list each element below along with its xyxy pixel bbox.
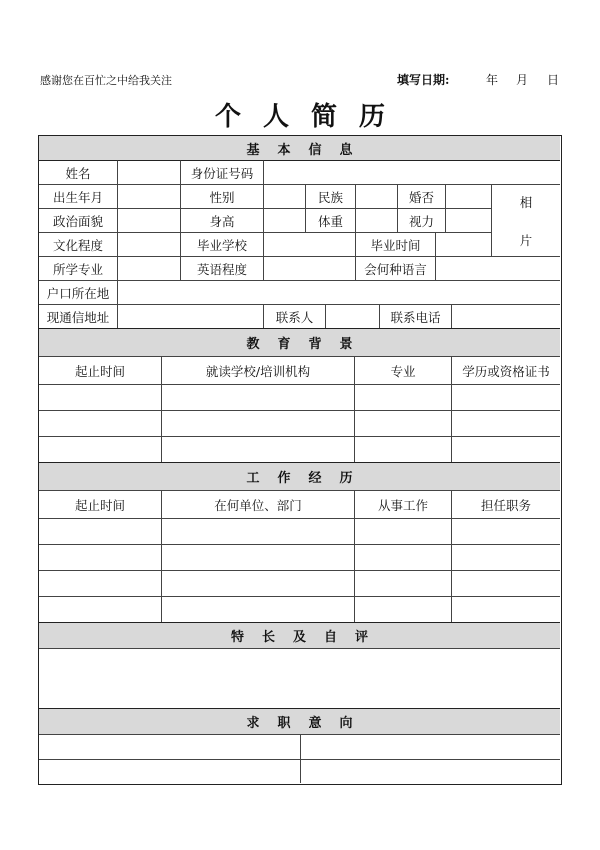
label-id-number: 身份证号码 xyxy=(180,160,263,184)
label-contact-phone: 联系电话 xyxy=(379,304,451,328)
day-label: 日 xyxy=(547,73,560,87)
edu-cell[interactable] xyxy=(39,384,161,410)
work-cell[interactable] xyxy=(354,518,451,544)
edu-col-major: 专业 xyxy=(354,356,451,384)
label-political: 政治面貌 xyxy=(39,208,117,232)
field-hukou[interactable] xyxy=(117,280,560,304)
edu-cell[interactable] xyxy=(354,410,451,436)
work-cell[interactable] xyxy=(354,570,451,596)
edu-cell[interactable] xyxy=(161,410,354,436)
label-marital: 婚否 xyxy=(397,184,445,208)
work-cell[interactable] xyxy=(161,596,354,622)
photo-label-1: 相 xyxy=(519,194,533,210)
edu-cell[interactable] xyxy=(354,384,451,410)
field-address[interactable] xyxy=(117,304,263,328)
work-cell[interactable] xyxy=(161,570,354,596)
edu-cell[interactable] xyxy=(451,410,560,436)
work-cell[interactable] xyxy=(161,544,354,570)
field-ethnicity[interactable] xyxy=(355,184,397,208)
work-cell[interactable] xyxy=(39,518,161,544)
field-eyesight[interactable] xyxy=(445,208,491,232)
field-english-level[interactable] xyxy=(263,256,355,280)
edu-col-period: 起止时间 xyxy=(39,356,161,384)
label-graduate-time: 毕业时间 xyxy=(355,232,435,256)
job-intention-cell[interactable] xyxy=(300,734,560,759)
work-cell[interactable] xyxy=(451,570,560,596)
work-col-period: 起止时间 xyxy=(39,490,161,518)
label-ethnicity: 民族 xyxy=(305,184,355,208)
top-note: 感谢您在百忙之中给我关注 xyxy=(40,74,172,87)
strengths-field[interactable] xyxy=(39,648,560,708)
education-header: 教育背景 xyxy=(39,328,560,356)
label-hukou: 户口所在地 xyxy=(39,280,117,304)
field-languages[interactable] xyxy=(435,256,560,280)
field-political[interactable] xyxy=(117,208,180,232)
edu-cell[interactable] xyxy=(39,436,161,462)
fill-date-label: 填写日期: xyxy=(397,73,450,87)
label-height: 身高 xyxy=(180,208,263,232)
work-cell[interactable] xyxy=(39,570,161,596)
work-cell[interactable] xyxy=(354,544,451,570)
resume-form xyxy=(38,135,562,785)
work-cell[interactable] xyxy=(451,518,560,544)
field-marital[interactable] xyxy=(445,184,491,208)
field-gender[interactable] xyxy=(263,184,305,208)
year-label: 年 xyxy=(486,73,499,87)
field-education-level[interactable] xyxy=(117,232,180,256)
photo-box[interactable] xyxy=(491,184,560,256)
work-header: 工作经历 xyxy=(39,462,560,490)
edu-cell[interactable] xyxy=(354,436,451,462)
work-cell[interactable] xyxy=(451,544,560,570)
job-intention-header: 求职意向 xyxy=(39,708,560,734)
edu-col-school: 就读学校/培训机构 xyxy=(161,356,354,384)
basic-info-header: 基本信息 xyxy=(39,136,560,160)
edu-cell[interactable] xyxy=(451,436,560,462)
strengths-header: 特长及自评 xyxy=(39,622,560,648)
label-english-level: 英语程度 xyxy=(180,256,263,280)
work-col-employer: 在何单位、部门 xyxy=(161,490,354,518)
work-col-position: 担任职务 xyxy=(451,490,560,518)
field-graduate-school[interactable] xyxy=(263,232,355,256)
field-major[interactable] xyxy=(117,256,180,280)
edu-col-certificate: 学历或资格证书 xyxy=(451,356,560,384)
month-label: 月 xyxy=(516,73,529,87)
label-education-level: 文化程度 xyxy=(39,232,117,256)
field-graduate-time[interactable] xyxy=(435,232,491,256)
label-address: 现通信地址 xyxy=(39,304,117,328)
page-title: 个人简历 xyxy=(214,102,407,132)
edu-cell[interactable] xyxy=(161,384,354,410)
work-cell[interactable] xyxy=(39,544,161,570)
job-intention-cell[interactable] xyxy=(300,759,560,783)
edu-cell[interactable] xyxy=(161,436,354,462)
label-graduate-school: 毕业学校 xyxy=(180,232,263,256)
work-cell[interactable] xyxy=(451,596,560,622)
label-eyesight: 视力 xyxy=(397,208,445,232)
field-name[interactable] xyxy=(117,160,180,184)
field-weight[interactable] xyxy=(355,208,397,232)
field-contact-person[interactable] xyxy=(325,304,379,328)
photo-label-2: 片 xyxy=(519,232,533,248)
field-contact-phone[interactable] xyxy=(451,304,560,328)
field-birth[interactable] xyxy=(117,184,180,208)
field-id-number[interactable] xyxy=(263,160,560,184)
label-major: 所学专业 xyxy=(39,256,117,280)
job-intention-cell[interactable] xyxy=(39,759,300,783)
work-cell[interactable] xyxy=(354,596,451,622)
work-cell[interactable] xyxy=(39,596,161,622)
field-height[interactable] xyxy=(263,208,305,232)
label-birth: 出生年月 xyxy=(39,184,117,208)
work-cell[interactable] xyxy=(161,518,354,544)
job-intention-cell[interactable] xyxy=(39,734,300,759)
label-gender: 性别 xyxy=(180,184,263,208)
label-name: 姓名 xyxy=(39,160,117,184)
work-col-duties: 从事工作 xyxy=(354,490,451,518)
label-contact-person: 联系人 xyxy=(263,304,325,328)
label-weight: 体重 xyxy=(305,208,355,232)
label-languages: 会何种语言 xyxy=(355,256,435,280)
edu-cell[interactable] xyxy=(451,384,560,410)
edu-cell[interactable] xyxy=(39,410,161,436)
